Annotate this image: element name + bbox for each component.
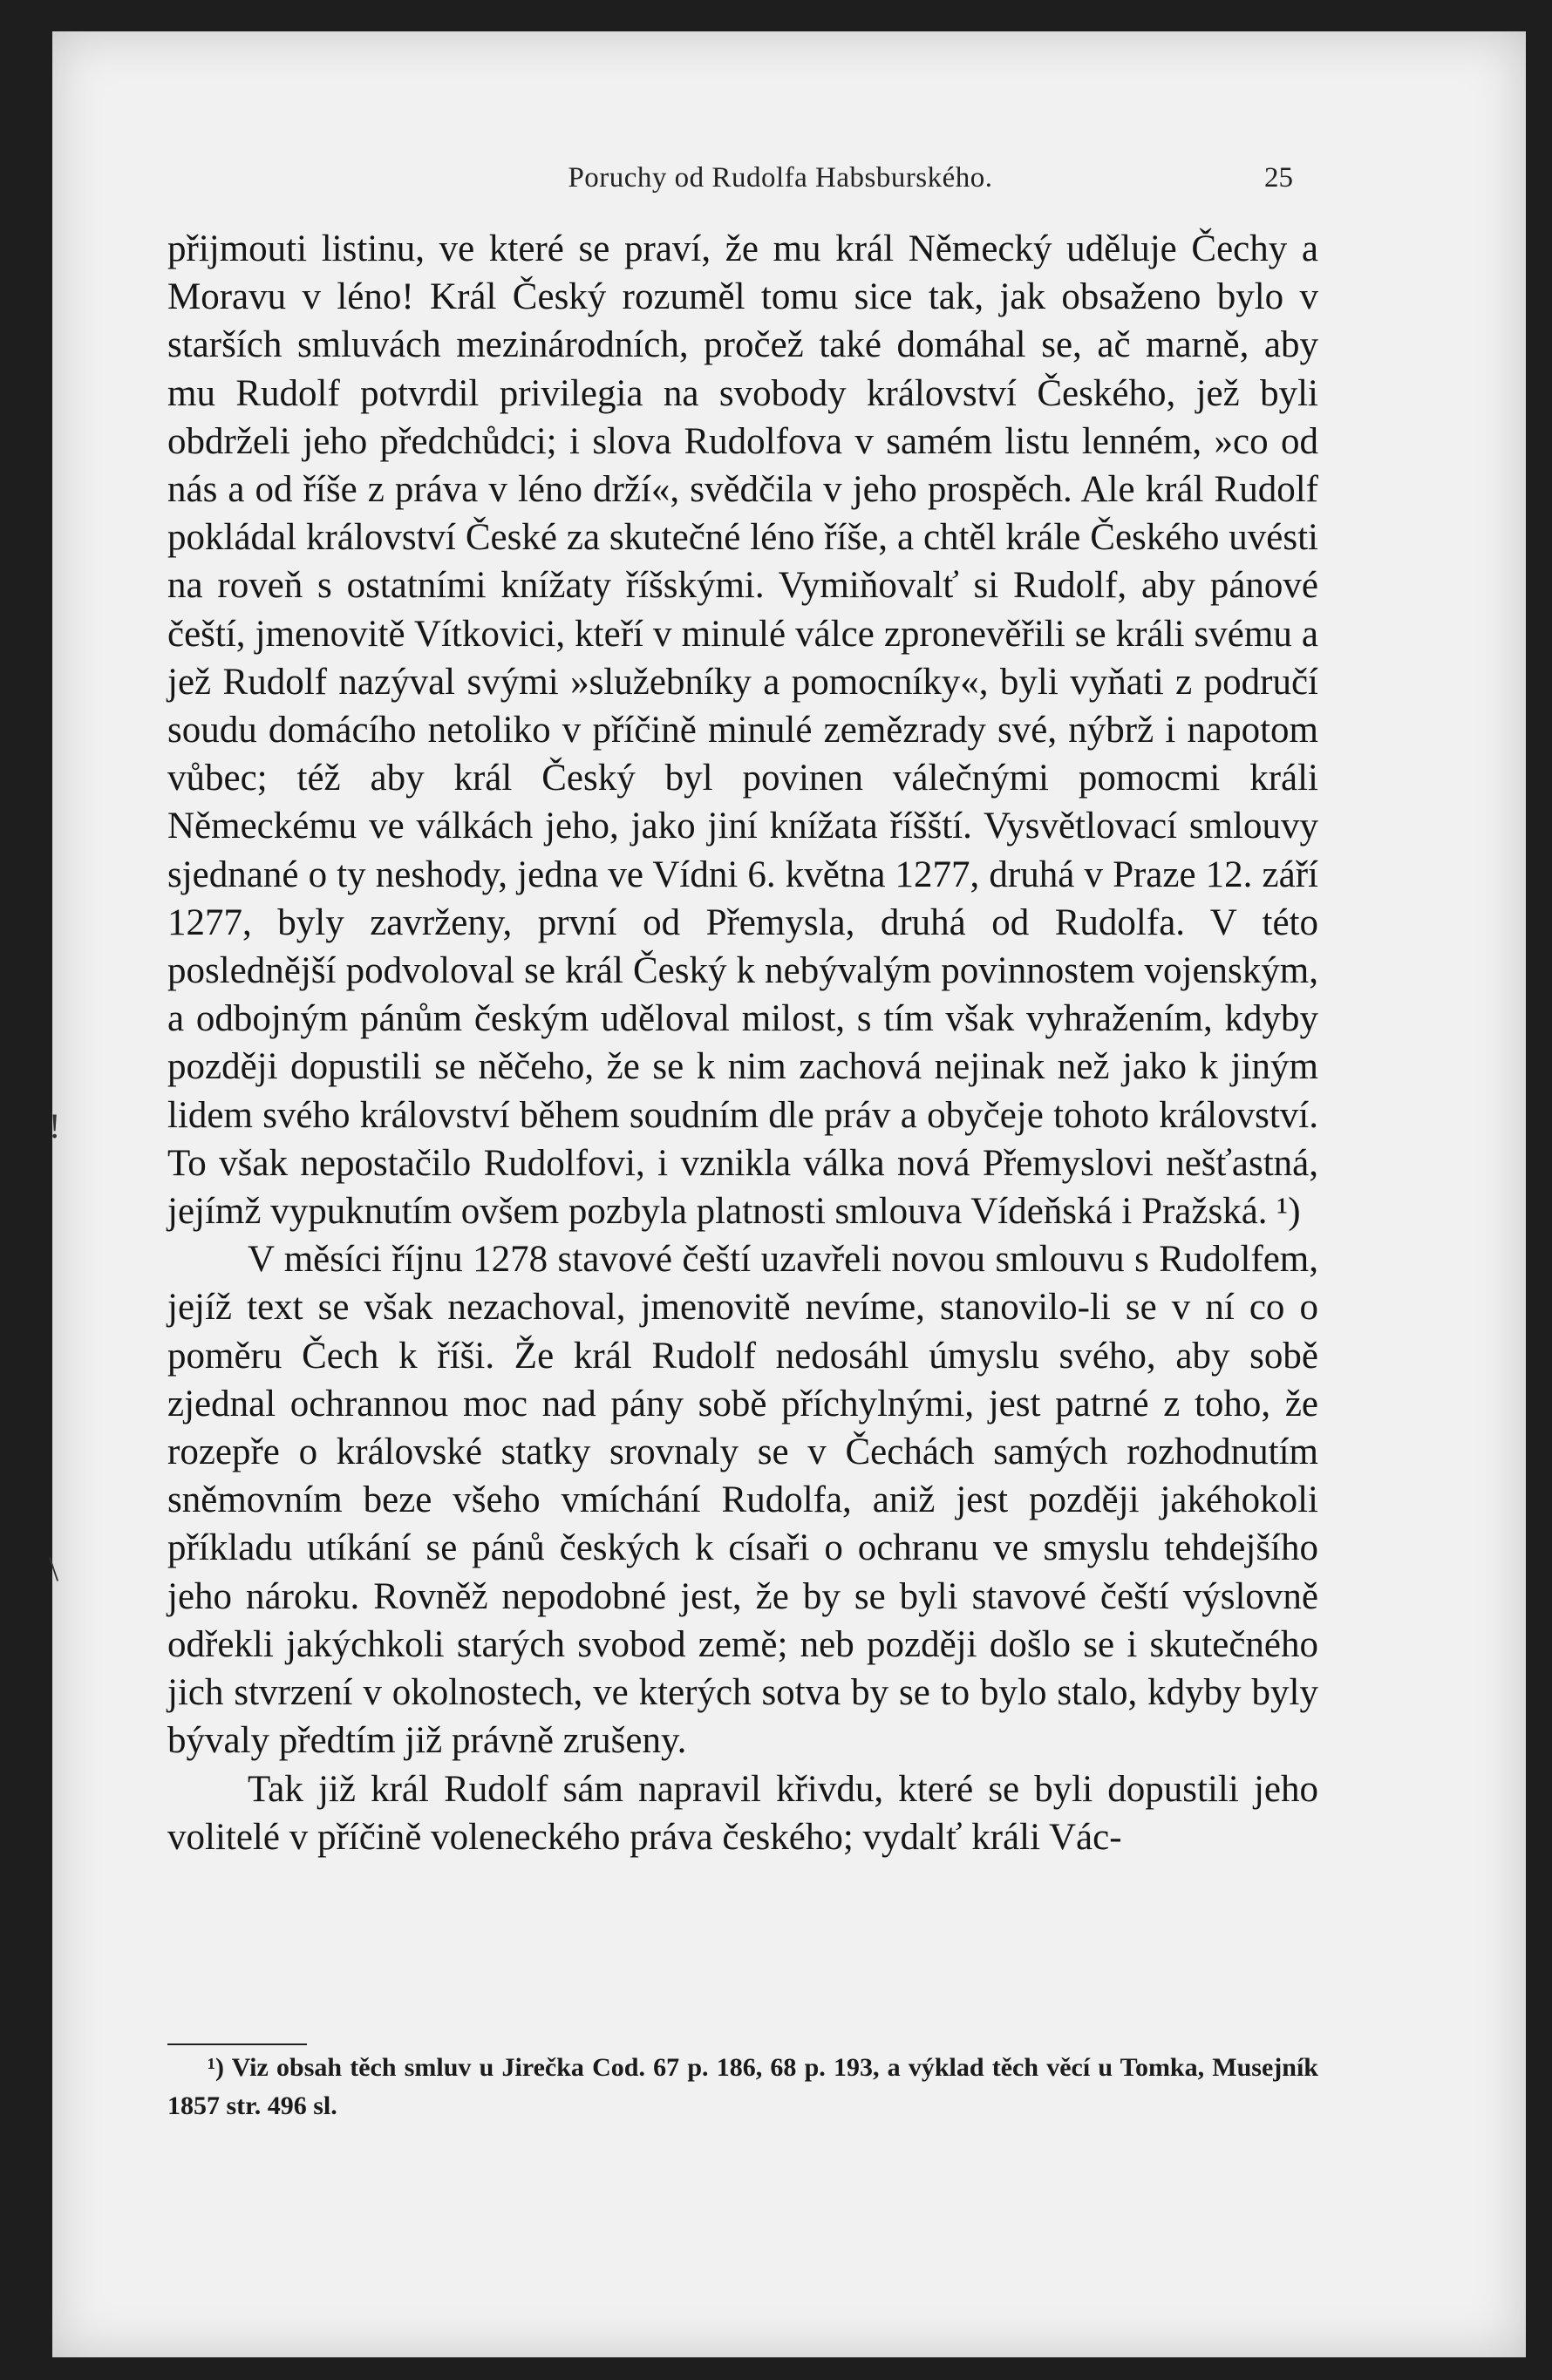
paragraph-1: přijmouti listinu, ve které se praví, že mu král Německý uděluje Čechy a Moravu v léno! Král Český rozuměl tomu sice tak, jak obsaženo bylo v starších smluvách mezinárodních, pročež také domáhal se, ač marně, aby mu Rudolf potvrdil privilegia na svobody království Českého, jež byli obdrželi jeho předchůdci; i slova Rudolfova v samém listu lenném, »co od nás a od říše z práva v léno drží«, svědčila v jeho prospěch. Ale král Rudolf pokládal království České za skutečné léno říše, a chtěl krále Českého uvésti na roveň s ostatními knížaty říšskými. Vymiňovalť si Rudolf, aby pánové čeští, jmenovitě Vítkovici, kteří v minulé válce zpronevěřili se králi svému a jež Rudolf nazýval svými »služebníky a pomocníky«, byli vyňati z područí soudu domácího netoliko v příčině minulé zemězrady své, nýbrž i napotom vůbec; též aby král Český byl povinen válečnými pomocmi králi Německému ve válkách jeho, jako jiní knížata říšští. Vysvětlovací smlouvy sjednané o ty neshody, jedna ve Vídni 6. května 1277, druhá v Praze 12. září 1277, byly zavrženy, první od Přemysla, druhá od Rudolfa. V této poslednější podvoloval se král Český k nebývalým povinnostem vojenským, a odbojným pánům českým uděloval milost, s tím však vyhražením, kdyby později dopustili se něčeho, že se k nim zachová nejinak než jako k jiným lidem svého království během soudním dle práv a obyčeje tohoto království. To však nepostačilo Rudolfovi, i vznikla válka nová Přemyslovi nešťastná, jejímž vypuknutím ovšem pozbyla platnosti smlouva Vídeňská i Pražská. ¹) — [167, 228, 1318, 1233]
running-title: Poruchy od Rudolfa Habsburského. — [568, 162, 993, 194]
paragraph-2: V měsíci říjnu 1278 stavové čeští uzavřeli novou smlouvu s Rudolfem, jejíž text se však nezachoval, jmenovitě nevíme, stanovilo-li se v ní co o poměru Čech k říši. Že král Rudolf nedosáhl úmyslu svého, aby sobě zjednal ochrannou moc nad pány sobě příchylnými, jest patrné z toho, že rozepře o královské statky srovnaly se v Čechách samých rozhodnutím sněmovním beze všeho vmíchání Rudolfa, aniž jest později jakéhokoli příkladu utíkání se pánů českých k císaři o ochranu ve smyslu tehdejšího jeho nároku. Rovněž nepodobné jest, že by se byli stavové čeští výslovně odřekli jakýchkoli starých svobod země; neb později došlo se i skutečného jich stvrzení v okolnostech, ve kterých sotva by se to bylo stalo, kdyby byly bývaly předtím již právně zrušeny. — [167, 1239, 1318, 1762]
footnote-1: ¹) Viz obsah těch smluv u Jirečka Cod. 67 p. 186, 68 p. 193, a výklad těch věcí u Tomka, Musejník 1857 str. 496 sl. — [167, 2053, 1318, 2120]
page-number: 25 — [1264, 162, 1293, 194]
footnotes — [167, 2049, 1318, 2125]
margin-mark: \ — [49, 1549, 59, 1588]
footnote-divider — [167, 2043, 307, 2045]
paragraph-3: Tak již král Rudolf sám napravil křivdu, které se byli dopustili jeho volitelé v příčině voleneckého práva českého; vydalť králi Vác- — [167, 1768, 1318, 1858]
body-text — [167, 225, 1318, 1861]
margin-mark: ! — [49, 1106, 61, 1146]
book-page — [49, 31, 1526, 2357]
